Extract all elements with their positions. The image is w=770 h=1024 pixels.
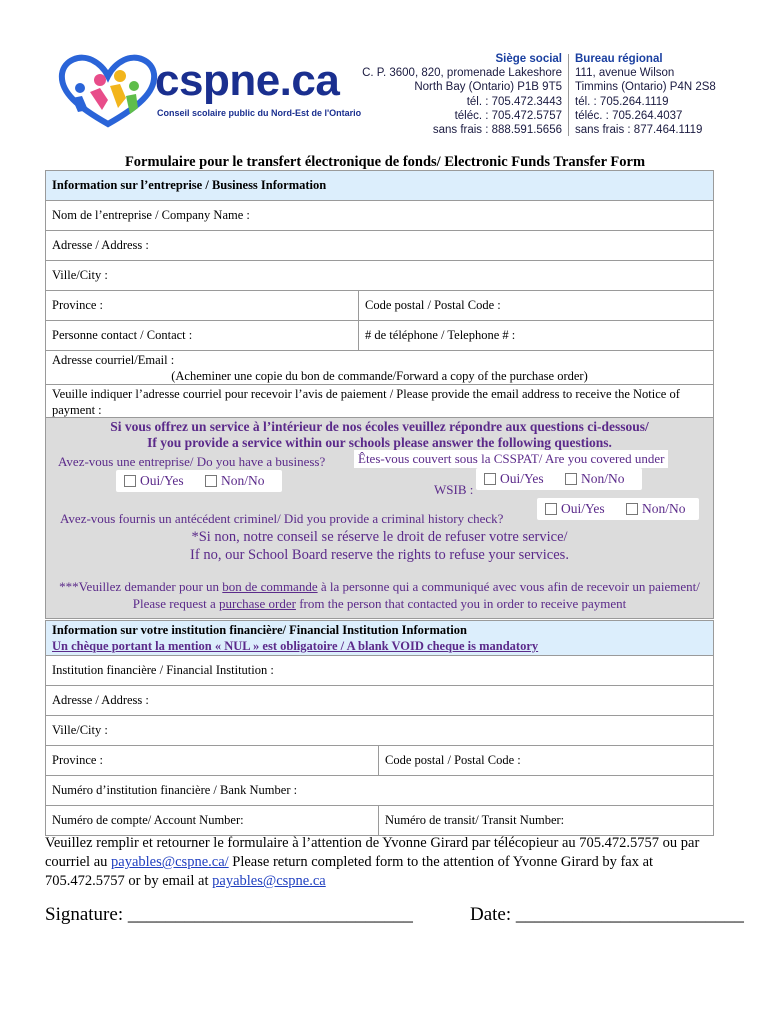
checkbox-icon (565, 473, 577, 485)
criminal-no-option[interactable] (626, 501, 686, 516)
po-note-text: ***Veuillez demander pour un (59, 579, 223, 594)
email-note: (Acheminer une copie du bon de commande/Forward a copy of the purchase order) (171, 369, 588, 383)
po-note-text: from the person that contacted you in order to receive payment (295, 596, 627, 611)
city-field[interactable]: Ville/City : (46, 261, 714, 291)
checkbox-icon (124, 475, 136, 487)
service-heading-en: If you provide a service within our schools please answer the following questions. (147, 435, 612, 450)
checkbox-icon (626, 503, 638, 515)
email-link[interactable]: payables@cspne.ca/ (111, 854, 229, 870)
business-yes-option[interactable] (124, 473, 184, 488)
return-instructions (45, 834, 725, 891)
yes-label: Oui/Yes (561, 501, 605, 516)
province-field[interactable]: Province : (46, 291, 359, 321)
heart-logo-icon (58, 52, 158, 132)
date-line[interactable]: Date: ________________________ (470, 904, 744, 925)
address-field[interactable]: Adresse / Address : (46, 231, 714, 261)
head-office-line: C. P. 3600, 820, promenade Lakeshore (362, 67, 562, 80)
yes-label: Oui/Yes (500, 471, 544, 486)
po-link-en: purchase order (219, 596, 296, 611)
csspat-no-option[interactable] (565, 471, 625, 486)
postal-code-field[interactable]: Code postal / Postal Code : (359, 291, 714, 321)
address-divider (568, 54, 569, 136)
logo-wordmark: cspne.ca (155, 56, 340, 105)
contact-field[interactable]: Personne contact / Contact : (46, 321, 359, 351)
po-link-fr: bon de commande (222, 579, 318, 594)
head-office-line: téléc. : 705.472.5757 (454, 109, 562, 122)
regional-office-title: Bureau régional (575, 53, 663, 65)
head-office-line: sans frais : 888.591.5656 (432, 124, 562, 137)
payment-notice-field[interactable]: Veuille indiquer l’adresse courriel pour recevoir l’avis de paiement / Please provide the email address to receive the Notice of payment : (46, 385, 714, 419)
no-label: Non/No (642, 501, 686, 516)
refusal-notice (46, 528, 713, 564)
business-question: Avez-vous une entreprise/ Do you have a business? (58, 454, 326, 469)
checkbox-icon (545, 503, 557, 515)
po-note-text: à la personne qui a communiqué avec vous afin de recevoir un paiement/ Please request a (132, 579, 700, 611)
regional-office-line: téléc. : 705.264.4037 (575, 109, 683, 122)
return-text: Veuillez remplir et retourner le formulaire à l’attention de Yvonne Girard par télécopieur au 705.472.5757 ou par courriel au (45, 835, 700, 870)
email-link[interactable]: payables@cspne.ca (212, 873, 326, 889)
no-label: Non/No (581, 471, 625, 486)
fi-city-field[interactable]: Ville/City : (46, 716, 714, 746)
void-cheque-note: Un chèque portant la mention « NUL » est obligatoire / A blank VOID cheque is mandatory (52, 639, 539, 653)
email-label: Adresse courriel/Email : (52, 353, 175, 367)
form-title: Formulaire pour le transfert électronique de fonds/ Electronic Funds Transfer Form (124, 154, 646, 170)
transit-number-field[interactable]: Numéro de transit/ Transit Number: (379, 806, 714, 836)
fi-address-field[interactable]: Adresse / Address : (46, 686, 714, 716)
criminal-answer-box (537, 498, 699, 520)
service-heading (46, 419, 713, 451)
signature-line[interactable]: Signature: ______________________________ (45, 904, 413, 925)
refusal-fr: *Si non, notre conseil se réserve le droit de refuser votre service/ (191, 529, 568, 545)
email-field[interactable] (46, 351, 714, 385)
business-no-option[interactable] (205, 473, 265, 488)
regional-office-line: sans frais : 877.464.1119 (575, 124, 703, 137)
checkbox-icon (205, 475, 217, 487)
fi-postal-code-field[interactable]: Code postal / Postal Code : (379, 746, 714, 776)
regional-office-line: 111, avenue Wilson (575, 67, 675, 80)
checkbox-icon (484, 473, 496, 485)
head-office-line: tél. : 705.472.3443 (466, 95, 562, 108)
yes-label: Oui/Yes (140, 473, 184, 488)
financial-info-table (45, 620, 714, 836)
head-office-line: North Bay (Ontario) P1B 9T5 (414, 81, 562, 94)
head-office-title: Siège social (495, 53, 562, 65)
company-name-field[interactable]: Nom de l’entreprise / Company Name : (46, 201, 714, 231)
fi-province-field[interactable]: Province : (46, 746, 379, 776)
regional-office-line: tél. : 705.264.1119 (575, 95, 669, 108)
logo-subtitle: Conseil scolaire public du Nord-Est de l'Ontario (157, 108, 362, 118)
account-number-field[interactable]: Numéro de compte/ Account Number: (46, 806, 379, 836)
service-questions-section (45, 417, 714, 619)
csspat-answer-box (476, 468, 642, 490)
business-info-table (45, 170, 714, 419)
criminal-yes-option[interactable] (545, 501, 605, 516)
business-answer-box (116, 470, 282, 492)
service-heading-fr: Si vous offrez un service à l’intérieur de nos écoles veuillez répondre aux questions ci-dessous/ (110, 419, 649, 434)
head-office-address (362, 52, 562, 137)
bank-number-field[interactable]: Numéro d’institution financière / Bank Number : (46, 776, 714, 806)
regional-office-line: Timmins (Ontario) P4N 2S8 (575, 81, 716, 94)
business-section-title: Information sur l’entreprise / Business Information (46, 171, 714, 201)
csspat-yes-option[interactable] (484, 471, 544, 486)
return-text: Please return completed form to the attention of Yvonne Girard by fax at 705.472.5757 or by email at (45, 854, 654, 889)
csspat-question: Êtes-vous couvert sous la CSSPAT/ Are you covered under (354, 450, 668, 468)
financial-section-title: Information sur votre institution financière/ Financial Institution Information (52, 623, 467, 637)
criminal-check-question: Avez-vous fournis un antécédent criminel/ Did you provide a criminal history check? (60, 511, 504, 526)
purchase-order-note (54, 578, 705, 612)
csspat-wsib-label: WSIB : (434, 482, 474, 497)
financial-section-header (46, 621, 714, 656)
institution-field[interactable]: Institution financière / Financial Institution : (46, 656, 714, 686)
telephone-field[interactable]: # de téléphone / Telephone # : (359, 321, 714, 351)
regional-office-address (575, 52, 716, 137)
no-label: Non/No (221, 473, 265, 488)
refusal-en: If no, our School Board reserve the rights to refuse your services. (190, 547, 569, 563)
